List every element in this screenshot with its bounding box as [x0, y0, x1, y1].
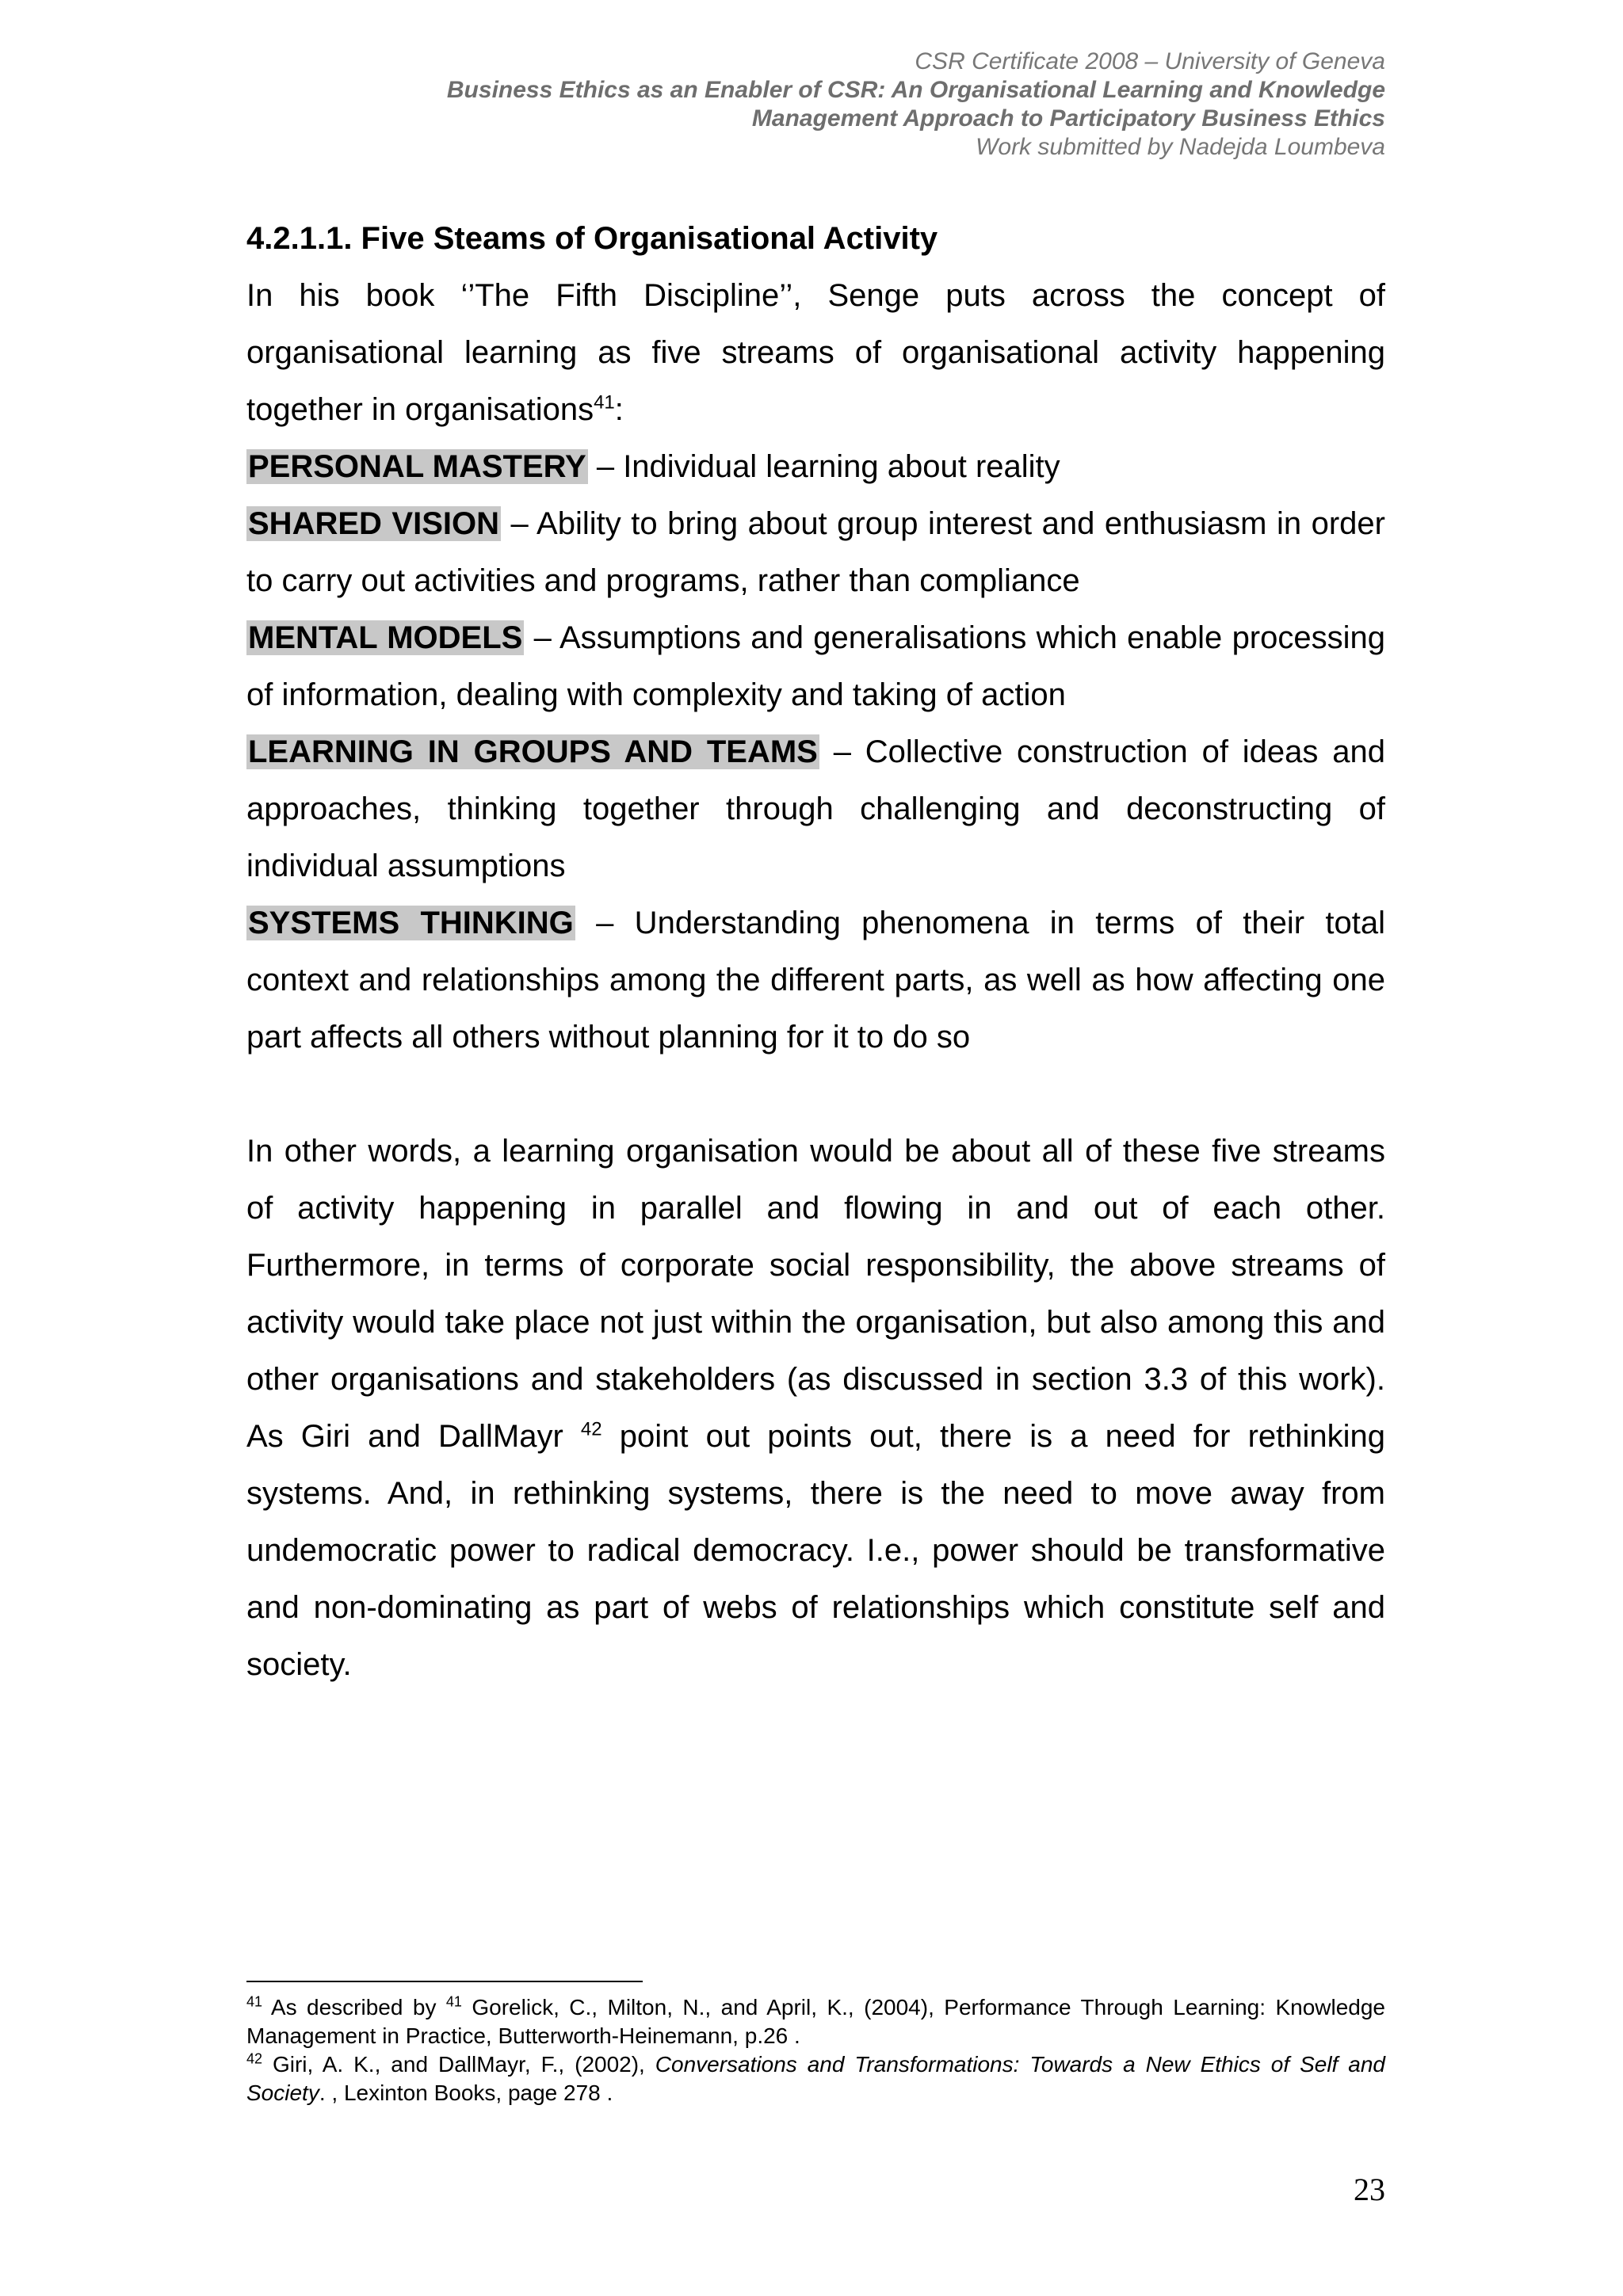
stream-mental-models — [246, 609, 1385, 723]
header-author: Work submitted by Nadejda Loumbeva — [976, 134, 1385, 160]
header-certificate: CSR Certificate 2008 – University of Geneva — [915, 48, 1385, 74]
footnote-book-title: Conversations and Transformations: Towards a New Ethics of Self and Society — [246, 2052, 1385, 2105]
intro-text: In his book ‘’The Fifth Discipline’’, Senge puts across the concept of organisational learning as five streams of organisational activity happening together in organisations — [246, 278, 1385, 427]
stream-description: – Individual learning about reality — [587, 449, 1060, 484]
intro-paragraph — [246, 267, 1385, 438]
stream-shared-vision — [246, 495, 1385, 609]
paragraph-text-part1: In other words, a learning organisation would be about all of these five streams of activity happening in parallel and flowing in and out of each other. Furthermore, in terms of corporate social responsibility, the above streams of activity would take place not just within the organisation, but also among this and other organisations and stakeholders (as discussed in section 3.3 of this work). As Giri and DallMayr — [246, 1134, 1385, 1454]
paragraph-text-part2: point out points out, there is a need for rethinking systems. And, in rethinking systems, there is the need to move away from undemocratic power to radical democracy. I.e., power should be transformative and non-dominating as part of webs of relationships which constitute self and society. — [246, 1419, 1386, 1682]
stream-term: PERSONAL MASTERY — [248, 449, 586, 484]
footnote-separator — [246, 1981, 643, 1982]
stream-description: – Collective construction of ideas and approaches, thinking together through challenging and deconstructing of individual assumptions — [246, 734, 1385, 883]
section-heading: 4.2.1.1. Five Steams of Organisational Activity — [246, 221, 938, 256]
footnote-text: Gorelick, C., Milton, N., and April, K., (2004), Performance Through Learning: Knowledge Management in Practice, Butterworth-Heinemann, p.26 . — [246, 1995, 1385, 2048]
footnote-text-pre: As described by — [262, 1995, 446, 2019]
stream-personal-mastery — [246, 438, 1385, 495]
stream-description: – Ability to bring about group interest and enthusiasm in order to carry out activities and programs, rather than compliance — [246, 506, 1385, 598]
header-title-line2: Management Approach to Participatory Business Ethics — [751, 105, 1385, 132]
footnote-42 — [246, 2050, 1385, 2107]
stream-systems-thinking — [246, 894, 1385, 1066]
footnotes — [246, 1993, 1385, 2107]
footnote-number: 41 — [246, 1993, 263, 2010]
learning-organisation-paragraph — [246, 1123, 1385, 1693]
stream-description: – Understanding phenomena in terms of their total context and relationships among the different parts, as well as how affecting one part affects all others without planning for it to do so — [246, 906, 1385, 1055]
footnote-text-pre: Giri, A. K., and DallMayr, F., (2002), — [262, 2052, 655, 2077]
intro-tail: : — [614, 392, 624, 427]
page-number: 23 — [1354, 2172, 1385, 2207]
footnote-ref-41[interactable]: 41 — [594, 391, 615, 414]
footnote-text-post: . , Lexinton Books, page 278 . — [319, 2081, 613, 2105]
stream-term: SHARED VISION — [248, 506, 499, 541]
stream-term: MENTAL MODELS — [248, 620, 523, 655]
stream-term: LEARNING IN GROUPS AND TEAMS — [248, 734, 818, 769]
footnote-41 — [246, 1993, 1385, 2050]
stream-term: SYSTEMS THINKING — [248, 906, 574, 940]
footnote-number: 42 — [246, 2050, 263, 2067]
stream-description: – Assumptions and generalisations which enable processing of information, dealing with complexity and taking of action — [246, 620, 1385, 712]
header-title-line1: Business Ethics as an Enabler of CSR: An Organisational Learning and Knowledge — [446, 77, 1385, 103]
stream-learning-groups-teams — [246, 723, 1385, 894]
footnote-inner-ref: 41 — [445, 1993, 462, 2010]
footnote-ref-42[interactable]: 42 — [580, 1418, 602, 1440]
running-header — [447, 48, 1385, 162]
main-content — [246, 210, 1385, 1693]
